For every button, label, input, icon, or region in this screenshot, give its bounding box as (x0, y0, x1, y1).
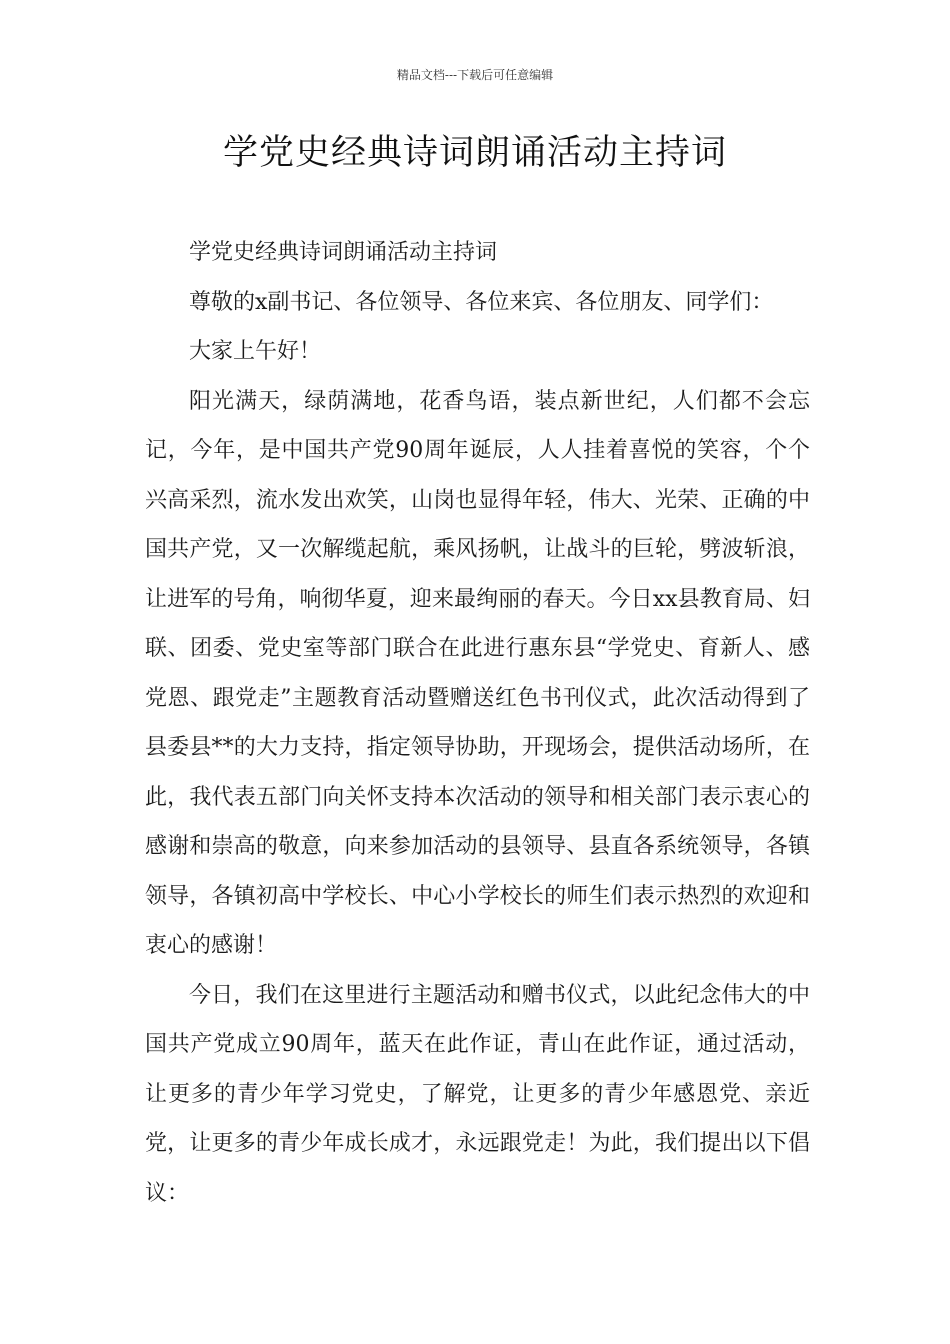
proposal-paragraph: 今日，我们在这里进行主题活动和赠书仪式，以此纪念伟大的中国共产党成立90周年，蓝天在此作证，青山在此作证，通过活动，让更多的青少年学习党史，了解党，让更多的青少年感恩党、亲近党，让更多的青少年成长成才，永远跟党走！为此，我们提出以下倡议： (145, 982, 810, 1206)
header-note: 精品文档---下载后可任意编辑 (396, 68, 554, 82)
document-body (145, 228, 810, 1218)
subtitle-paragraph: 学党史经典诗词朗诵活动主持词 (189, 240, 498, 265)
opening-paragraph: 阳光满天，绿荫满地，花香鸟语，装点新世纪，人们都不会忘记，今年，是中国共产党90周年诞辰，人人挂着喜悦的笑容，个个兴高采烈，流水发出欢笑，山岗也显得年轻，伟大、光荣、正确的中国共产党，又一次解缆起航，乘风扬帆，让战斗的巨轮，劈波斩浪，让进军的号角，响彻华夏，迎来最绚丽的春天。今日xx县教育局、妇联、团委、党史室等部门联合在此进行惠东县“学党史、育新人、感党恩、跟党走”主题教育活动暨赠送红色书刊仪式，此次活动得到了县委县**的大力支持，指定领导协助，开现场会，提供活动场所，在此，我代表五部门向关怀支持本次活动的领导和相关部门表示衷心的感谢和崇高的敬意，向来参加活动的县领导、县直各系统领导，各镇领导，各镇初高中学校长、中心小学校长的师生们表示热烈的欢迎和衷心的感谢！ (145, 388, 810, 958)
greeting-paragraph: 大家上午好！ (189, 339, 322, 364)
document-title: 学党史经典诗词朗诵活动主持词 (222, 133, 727, 173)
salutation-paragraph: 尊敬的x副书记、各位领导、各位来宾、各位朋友、同学们： (189, 289, 774, 315)
